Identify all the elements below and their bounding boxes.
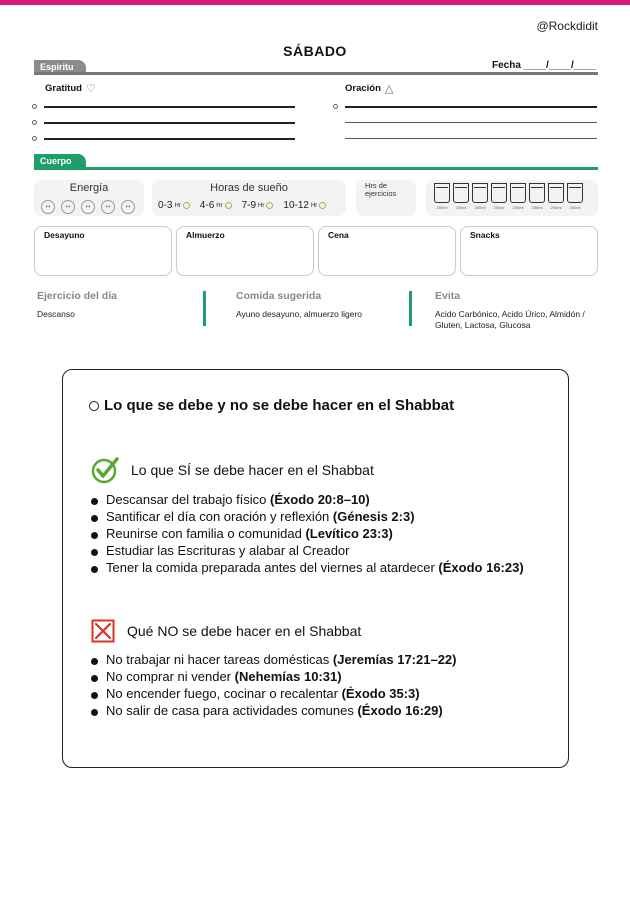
radio-circle-icon[interactable] [266,202,273,209]
evita-text: Acido Carbónico, Acido Úrico, Almidón / Gluten, Lactosa, Glucosa [435,309,585,330]
bullet-icon [91,675,98,682]
sleep-options [158,200,326,211]
author-handle: @Rockdidit [536,19,598,33]
no-section-title: Qué NO se debe hacer en el Shabbat [127,623,362,639]
meal-label: Almuerzo [186,230,225,240]
energia-label: Energía [69,182,109,194]
comida-title: Comida sugerida [236,290,322,302]
ejercicio-title: Ejercicio del día [37,290,117,302]
si-section-title: Lo que SÍ se debe hacer en el Shabbat [131,462,374,478]
hand-heart-icon: ♡ [85,83,96,95]
shabbat-heading [89,397,454,414]
water-glasses [434,183,583,210]
sleep-range: 0-3 [158,200,173,211]
list-item-text: Santificar el día con oración y reflexión [106,509,333,524]
no-section-header [91,619,361,643]
sleep-option[interactable] [158,200,190,211]
water-glass-icon[interactable] [434,183,450,210]
sleep-range: 10-12 [283,200,309,211]
energia-faces [41,200,135,214]
cuerpo-divider [34,167,598,170]
glass-ml-label: 250ml [455,205,467,210]
face-icon[interactable]: •• [101,200,115,214]
water-glass-icon[interactable] [567,183,583,210]
gratitud-bullet [32,136,37,141]
water-tracker-card [426,180,598,216]
bullet-icon [91,709,98,716]
gratitud-line[interactable] [44,106,295,108]
water-glass-icon[interactable] [510,183,526,210]
list-item [91,525,524,542]
sleep-range: 7-9 [241,200,257,211]
list-item-reference: (Génesis 2:3) [332,509,415,524]
list-item [91,668,456,685]
list-item-text: Descansar del trabajo físico [106,492,271,507]
list-item-reference: (Jeremías 17:21–22) [332,652,457,667]
comida-info [236,290,406,320]
shabbat-box [62,369,569,768]
glass-body [510,183,526,203]
face-icon[interactable]: •• [61,200,75,214]
meal-label: Cena [328,230,349,240]
face-icon[interactable]: •• [81,200,95,214]
bullet-icon [91,658,98,665]
radio-circle-icon[interactable] [319,202,326,209]
list-item [91,559,524,576]
list-item [91,651,456,668]
horas-label: Horas de sueño [210,182,288,194]
sleep-unit: Hr [310,202,318,209]
energia-card [34,180,144,216]
ejercicio-info [37,290,197,320]
circle-icon [89,401,99,411]
list-item-reference: (Éxodo 35:3) [341,686,420,701]
sleep-unit: Hr [216,202,223,209]
gratitud-label [45,82,96,95]
list-item-text: Reunirse con familia o comunidad [106,526,306,541]
page-title: SÁBADO [283,43,347,59]
bullet-icon [91,515,98,522]
meal-box-cena[interactable] [318,226,456,276]
fecha-field[interactable]: Fecha ____/____/____ [492,60,596,71]
list-item [91,685,456,702]
glass-body [434,183,450,203]
glass-ml-label: 250ml [569,205,581,210]
bullet-icon [91,549,98,556]
list-item [91,508,524,525]
shabbat-heading-text: Lo que se debe y no se debe hacer en el Shabbat [104,397,455,414]
water-glass-icon[interactable] [548,183,564,210]
praying-hands-icon: △ [384,83,394,95]
list-item-text: Estudiar las Escrituras y alabar al Creador [106,543,350,558]
hrs-ejercicios-card[interactable] [356,180,416,216]
glass-ml-label: 250ml [531,205,543,210]
sleep-option[interactable] [283,200,326,211]
list-item-reference: (Levítico 23:3) [305,526,393,541]
water-glass-icon[interactable] [453,183,469,210]
sleep-option[interactable] [200,200,232,211]
water-glass-icon[interactable] [529,183,545,210]
face-icon[interactable]: •• [41,200,55,214]
list-item [91,702,456,719]
list-item-text: No encender fuego, cocinar o recalentar [106,686,342,701]
sleep-unit: Hr [174,202,181,209]
espiritu-tab: Espiritu [34,60,86,74]
bullet-icon [91,532,98,539]
info-separator [203,291,206,326]
si-section-header [91,456,374,484]
oracion-text: Oración [345,83,381,94]
list-item-reference: (Éxodo 20:8–10) [270,492,370,507]
list-item-text: No salir de casa para actividades comunes [106,703,358,718]
no-list [91,651,456,719]
glass-ml-label: 250ml [474,205,486,210]
list-item [91,491,524,508]
si-list [91,491,524,576]
gratitud-bullet [32,104,37,109]
glass-ml-label: 250ml [550,205,562,210]
glass-body [567,183,583,203]
list-item-reference: (Nehemías 10:31) [234,669,342,684]
hrs-ejercicios-label: Hrs de ejercicios [365,181,397,198]
cross-box-icon [91,619,115,643]
checkmark-icon [91,456,119,484]
evita-title: Evita [435,290,461,302]
water-glass-icon[interactable] [491,183,507,210]
oracion-line[interactable] [345,122,597,123]
comida-text: Ayuno desayuno, almuerzo ligero [236,309,363,319]
evita-info [435,290,600,331]
cuerpo-tab: Cuerpo [34,154,86,169]
horas-sueno-card [152,180,346,216]
glass-body [548,183,564,203]
glass-body [453,183,469,203]
top-accent-bar [0,0,630,5]
ejercicio-text: Descanso [37,309,75,319]
meal-label: Desayuno [44,230,85,240]
gratitud-text: Gratitud [45,83,82,94]
gratitud-bullet [32,120,37,125]
glass-ml-label: 250ml [512,205,524,210]
list-item-text: Tener la comida preparada antes del viernes al atardecer [106,560,439,575]
glass-body [472,183,488,203]
list-item-reference: (Éxodo 16:29) [357,703,443,718]
water-glass-icon[interactable] [472,183,488,210]
oracion-line[interactable] [345,138,597,139]
glass-body [529,183,545,203]
bullet-icon [91,498,98,505]
meal-label: Snacks [470,230,500,240]
bullet-icon [91,566,98,573]
oracion-line[interactable] [345,106,597,108]
list-item [91,542,524,559]
meal-box-snacks[interactable] [460,226,598,276]
espiritu-divider [34,72,598,75]
sleep-option[interactable] [242,200,274,211]
glass-body [491,183,507,203]
meal-box-desayuno[interactable] [34,226,172,276]
glass-ml-label: 250ml [436,205,448,210]
list-item-text: No trabajar ni hacer tareas domésticas [106,652,333,667]
list-item-reference: (Éxodo 16:23) [438,560,524,575]
radio-circle-icon[interactable] [183,202,190,209]
meal-box-almuerzo[interactable] [176,226,314,276]
oracion-bullet [333,104,338,109]
bullet-icon [91,692,98,699]
sleep-range: 4-6 [199,200,215,211]
radio-circle-icon[interactable] [225,202,232,209]
list-item-text: No comprar ni vender [106,669,235,684]
info-separator [409,291,412,326]
oracion-label [345,82,393,95]
glass-ml-label: 250ml [493,205,505,210]
gratitud-line[interactable] [44,122,295,124]
sleep-unit: Hr [258,202,265,209]
gratitud-line[interactable] [44,138,295,140]
face-icon[interactable]: •• [121,200,135,214]
